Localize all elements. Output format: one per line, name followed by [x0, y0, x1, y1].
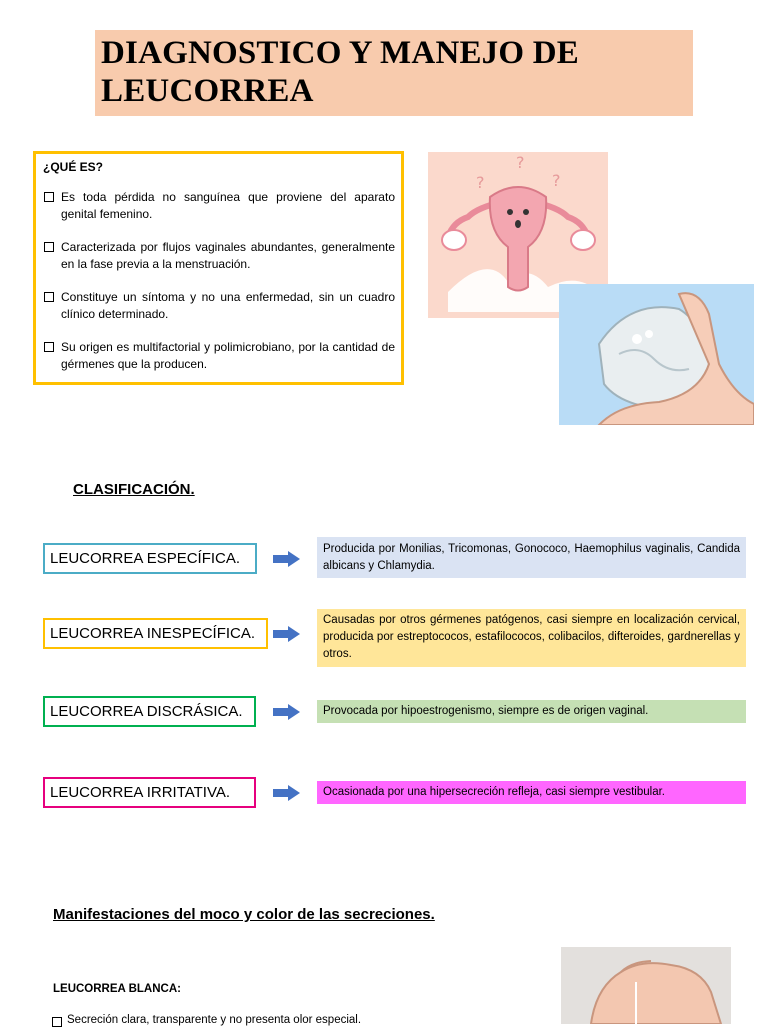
que-es-bullet — [43, 239, 395, 273]
svg-text:?: ? — [516, 153, 525, 172]
leucorrea-especifica-description — [317, 537, 746, 578]
checkbox-bullet-icon — [44, 292, 54, 302]
leucorrea-irritativa-description — [317, 781, 746, 804]
category-label: LEUCORREA ESPECÍFICA. — [50, 550, 241, 567]
leucorrea-especifica-label — [43, 543, 257, 574]
que-es-bullet — [43, 189, 395, 223]
description-text: Provocada por hipoestrogenismo, siempre es de origen vaginal. — [323, 705, 649, 717]
leucorrea-inespecifica-label — [43, 618, 268, 649]
checkbox-bullet-icon — [44, 342, 54, 352]
clasificacion-title: CLASIFICACIÓN. — [73, 481, 195, 498]
que-es-box — [33, 151, 404, 385]
category-label: LEUCORREA INESPECÍFICA. — [50, 625, 256, 642]
que-es-heading: ¿QUÉ ES? — [43, 160, 104, 174]
right-arrow-icon — [273, 626, 300, 642]
bullet-text: Constituye un síntoma y no una enfermedad, sin un cuadro clínico determinado. — [61, 290, 395, 321]
que-es-bullet — [43, 339, 395, 373]
description-text: Causadas por otros gérmenes patógenos, casi siempre en localización cervical, producida por estreptococos, estafilococos, colibacilos, difteroides, gardnerellas y otros. — [323, 614, 740, 660]
leucorrea-discrasica-label — [43, 696, 256, 727]
checkbox-bullet-icon — [44, 242, 54, 252]
bullet-text: Su origen es multifactorial y polimicrobiano, por la cantidad de gérmenes que la producen. — [61, 340, 395, 371]
leucorrea-irritativa-label — [43, 777, 256, 808]
description-text: Ocasionada por una hipersecreción refleja, casi siempre vestibular. — [323, 786, 665, 798]
svg-text:?: ? — [552, 171, 561, 190]
category-label: LEUCORREA IRRITATIVA. — [50, 784, 231, 801]
hand-cloth-illustration — [559, 284, 754, 425]
checkbox-bullet-icon — [52, 1017, 62, 1027]
title-banner — [95, 30, 693, 116]
svg-text:?: ? — [476, 173, 485, 192]
bullet-text: Secreción clara, transparente y no presenta olor especial. — [67, 1014, 362, 1026]
leucorrea-blanca-label: LEUCORREA BLANCA: — [53, 983, 181, 995]
leucorrea-discrasica-description — [317, 700, 746, 723]
bullet-text: Es toda pérdida no sanguínea que proviene del aparato genital femenino. — [61, 190, 395, 221]
manifestaciones-title: Manifestaciones del moco y color de las secreciones. — [53, 906, 435, 923]
leucorrea-blanca-bullet — [51, 1014, 361, 1027]
bullet-text: Caracterizada por flujos vaginales abundantes, generalmente en la fase previa a la menstruación. — [61, 240, 395, 271]
leucorrea-inespecifica-description — [317, 609, 746, 667]
category-label: LEUCORREA DISCRÁSICA. — [50, 703, 243, 720]
right-arrow-icon — [273, 551, 300, 567]
fingers-mucus-illustration — [561, 947, 731, 1024]
right-arrow-icon — [273, 785, 300, 801]
right-arrow-icon — [273, 704, 300, 720]
checkbox-bullet-icon — [44, 192, 54, 202]
description-text: Producida por Monilias, Tricomonas, Gonococo, Haemophilus vaginalis, Candida albicans y Chlamydia. — [323, 543, 740, 572]
page-title: DIAGNOSTICO Y MANEJO DE LEUCORREA — [101, 35, 579, 109]
que-es-bullet — [43, 289, 395, 323]
